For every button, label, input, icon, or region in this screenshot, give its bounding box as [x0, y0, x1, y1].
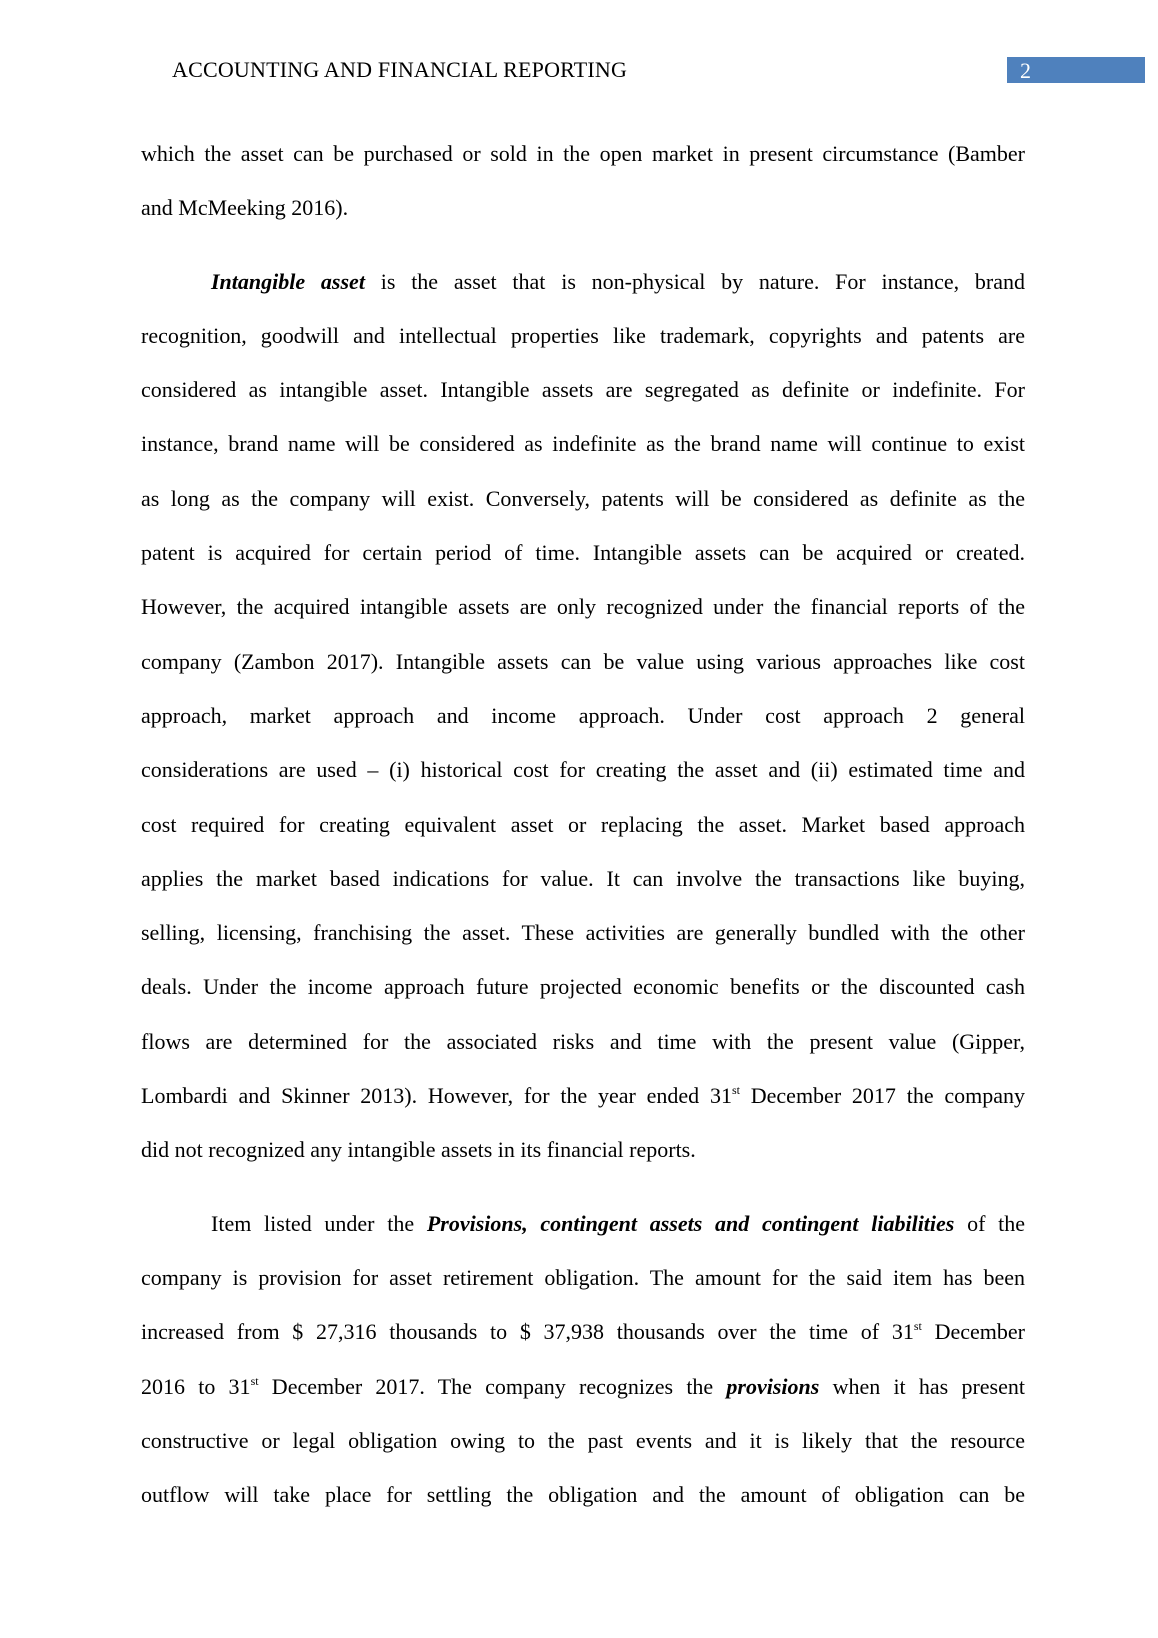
text-line	[141, 1069, 1025, 1123]
text-span: increased from $ 27,316 thousands to $ 37,938 thousands over the time of 31	[141, 1319, 914, 1345]
text-line: company (Zambon 2017). Intangible assets can be value using various approaches like cost	[141, 648, 1025, 674]
text-line: cost required for creating equivalent asset or replacing the asset. Market based approach	[141, 811, 1025, 837]
text-line: approach, market approach and income approach. Under cost approach 2 general	[141, 702, 1025, 728]
term-intangible-asset: Intangible asset	[211, 268, 365, 294]
paragraph-intangible-asset	[141, 255, 1025, 1178]
text-line: constructive or legal obligation owing to the past events and it is likely that the resource	[141, 1427, 1025, 1453]
text-span: December	[921, 1319, 1025, 1345]
text-span: is the asset that is non-physical by nature. For instance, brand	[364, 268, 1025, 294]
ordinal-suffix: st	[731, 1083, 740, 1098]
text-line: which the asset can be purchased or sold in the open market in present circumstance (Bamber	[141, 141, 1025, 166]
text-line: company is provision for asset retirement obligation. The amount for the said item has been	[141, 1264, 1025, 1290]
text-line: applies the market based indications for value. It can involve the transactions like buying,	[141, 865, 1025, 891]
text-span: of the	[954, 1210, 1025, 1236]
document-body	[141, 127, 1025, 1522]
text-line: considered as intangible asset. Intangible assets are segregated as definite or indefinite. For	[141, 377, 1025, 403]
term-provisions-contingent: Provisions, contingent assets and contingent liabilities	[426, 1210, 955, 1236]
text-span: when it has present	[819, 1373, 1025, 1399]
text-line: deals. Under the income approach future projected economic benefits or the discounted cash	[141, 974, 1025, 1000]
text-line: as long as the company will exist. Conversely, patents will be considered as definite as the	[141, 485, 1025, 511]
term-provisions: provisions	[726, 1373, 820, 1399]
text-line: recognition, goodwill and intellectual properties like trademark, copyrights and patents are	[141, 322, 1025, 348]
text-span: Item listed under the	[211, 1210, 427, 1236]
text-span: Lombardi and Skinner 2013). However, for the year ended 31	[141, 1083, 732, 1109]
text-line: flows are determined for the associated risks and time with the present value (Gipper,	[141, 1028, 1025, 1054]
text-line: patent is acquired for certain period of time. Intangible assets can be acquired or created.	[141, 540, 1025, 566]
text-line	[141, 1360, 1025, 1414]
page-number: 2	[1020, 58, 1031, 83]
ordinal-suffix: st	[250, 1373, 259, 1388]
text-span: December 2017 the company	[739, 1083, 1025, 1109]
ordinal-suffix: st	[913, 1319, 922, 1334]
text-line: considerations are used – (i) historical cost for creating the asset and (ii) estimated time and	[141, 757, 1025, 783]
text-line	[141, 1197, 1025, 1251]
text-line: However, the acquired intangible assets are only recognized under the financial reports of the	[141, 594, 1025, 620]
text-span: December 2017. The company recognizes the	[258, 1373, 727, 1399]
text-line: selling, licensing, franchising the asset. These activities are generally bundled with the other	[141, 920, 1025, 946]
text-span: 2016 to 31	[141, 1373, 251, 1399]
text-line: outflow will take place for settling the obligation and the amount of obligation can be	[141, 1482, 1025, 1508]
text-line	[141, 1305, 1025, 1359]
text-line: and McMeeking 2016).	[141, 195, 349, 221]
paragraph-continuation	[141, 127, 1025, 236]
page-number-box	[1007, 57, 1145, 83]
running-header-title: ACCOUNTING AND FINANCIAL REPORTING	[172, 57, 628, 82]
paragraph-provisions	[141, 1197, 1025, 1523]
text-line	[141, 255, 1025, 309]
text-line: did not recognized any intangible assets in its financial reports.	[141, 1137, 696, 1163]
text-line: instance, brand name will be considered as indefinite as the brand name will continue to exist	[141, 431, 1025, 457]
